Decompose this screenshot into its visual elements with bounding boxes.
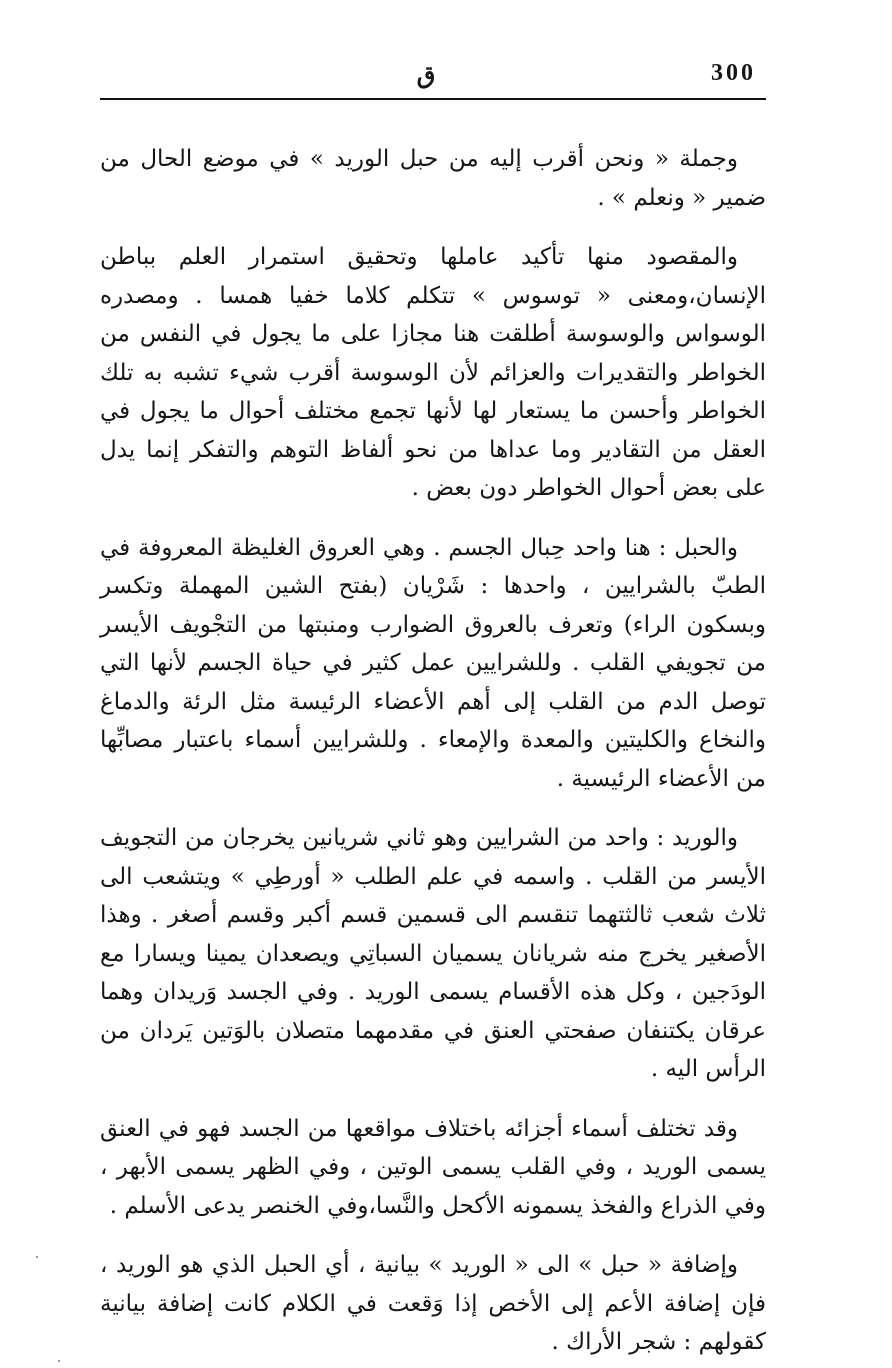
paragraph-1: وجملة « ونحن أقرب إليه من حبل الوريد » في موضع الحال من ضمير « ونعلم » . (100, 146, 766, 211)
paragraph-2: والمقصود منها تأكيد عاملها وتحقيق استمرار العلم بباطن الإنسان،ومعنى « توسوس » تتكلم كلاما خفيا همسا . ومصدره الوسواس والوسوسة أطلقت هنا مجازا على ما يجول في النفس من الخواطر والتقديرات والعزائم لأن الوسوسة أقرب شيء تشبه به تلك الخواطر وأحسن ما يستعار لها لأنها تجمع مختلف أحوال ما يجول في العقل من التقادير وما عداها من نحو ألفاظ التوهم والتفكر إنما يدل على بعض أحوال الخواطر دون بعض . (100, 244, 766, 501)
paragraph-6: وإضافة « حبل » الى « الوريد » بيانية ، أي الحبل الذي هو الوريد ، فإن إضافة الأعم إلى الأخص إذا وَقعت في الكلام كانت إضافة بيانية كقولهم : شجر الأراك . (100, 1252, 766, 1355)
body-text (100, 140, 766, 1362)
page-header (100, 58, 766, 98)
scan-speck (58, 1360, 60, 1362)
scan-speck (36, 1256, 38, 1258)
running-title: ق (416, 60, 436, 89)
paragraph-5: وقد تختلف أسماء أجزائه باختلاف مواقعها من الجسد فهو في العنق يسمى الوريد ، وفي القلب يسمى الوتين ، وفي الظهر يسمى الأبهر ، وفي الذراع والفخذ يسمونه الأكحل والنَّسا،وفي الخنصر يدعى الأسلم . (100, 1115, 766, 1219)
paragraph-4: والوريد : واحد من الشرايين وهو ثاني شريانين يخرجان من التجويف الأيسر من القلب . واسمه في علم الطلب « أورطِي » ويتشعب الى ثلاث شعب ثالثتهما تنقسم الى قسمين قسم أكبر وقسم أصغر . وهذا الأصغير يخرج منه شريانان يسميان السباتِي ويصعدان يمينا ويسارا مع الودَجين ، وكل هذه الأقسام يسمى الوريد . وفي الجسد وَريدان وهما عرقان يكتنفان صفحتي العنق في مقدمهما متصلان بالوَتين يَردان من الرأس اليه . (100, 825, 766, 1082)
paragraph-3: والحبل : هنا واحد حِبال الجسم . وهي العروق الغليظة المعروفة في الطبّ بالشرايين ، واحدها : شَرْيان (بفتح الشين المهملة وتكسر وبسكون الراء) وتعرف بالعروق الضوارب ومنبتها من التجْويف الأيسر من تجويفي القلب . وللشرايين عمل كثير في حياة الجسم لأنها التي توصل الدم من القلب إلى أهم الأعضاء الرئيسة مثل الرئة والدماغ والنخاع والكليتين والمعدة والإمعاء . وللشرايين أسماء باعتبار مصابِّها من الأعضاء الرئيسية . (100, 534, 766, 792)
page-number: 300 (711, 60, 756, 86)
header-rule (100, 98, 766, 100)
